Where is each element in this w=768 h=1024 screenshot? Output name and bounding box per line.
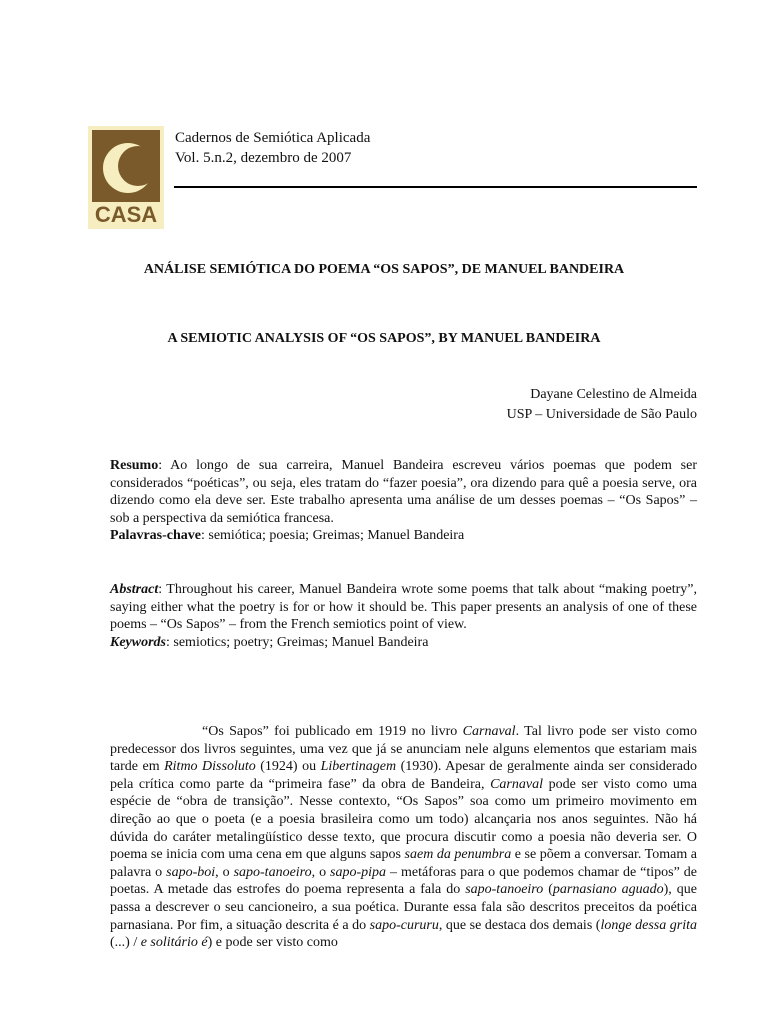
palavras-chave-label: Palavras-chave [110,528,201,544]
body-italic-run: sapo-cururu [369,917,439,933]
body-italic-run: sapo-pipa [330,864,387,880]
casa-logo-mark [88,126,164,229]
body-text-run: (1924) ou [255,759,321,775]
abstract-text: : Throughout his career, Manuel Bandeira wrote some poems that talk about “making poetry”, saying either what the poetry is for or how it should be. This paper presents an analysis of one of these poems – “Os Sapos” – from the French semiotics point of view. [110,582,697,633]
title-english: A SEMIOTIC ANALYSIS OF “OS SAPOS”, BY MANUEL BANDEIRA [167,331,601,346]
body-paragraph [110,723,697,952]
body-italic-run: Carnaval [490,776,543,792]
casa-logo [88,126,164,229]
body-italic-run: saem da penumbra [404,847,512,863]
body-text-run: , que se destaca dos demais ( [438,917,601,933]
body-text-run: e se põem a conversar. Tomam a palavra o [110,847,697,880]
body-italic-run: e solitário é [140,935,208,951]
body-text-run: ), que passa a descrever o seu cancioneiro, a sua poética. Durante essa fala são descritos preceitos da poética parnasiana. Por fim, a situação descrita é a do [110,882,697,933]
body-italic-run: Libertinagem [320,759,397,775]
palavras-chave-line [110,527,697,545]
body-text-run: , o [215,864,234,880]
palavras-chave-text: : semiótica; poesia; Greimas; Manuel Bandeira [200,528,465,544]
body-text-run: ( [543,882,553,898]
resumo-section [110,457,697,545]
keywords-text: : semiotics; poetry; Greimas; Manuel Bandeira [166,634,429,650]
body-text-run: , o [311,864,331,880]
header-rule [174,186,697,188]
abstract-paragraph [110,581,697,634]
resumo-text: : Ao longo de sua carreira, Manuel Bandeira escreveu vários poemas que podem ser considerados “poéticas”, ou seja, eles tratam do “fazer poesia”, ora dizendo para quê a poesia serve, ora dizendo como ela deve ser. Este trabalho apresenta uma análise de um desses poemas – “Os Sapos” – sob a perspectiva da semiótica francesa. [110,458,697,526]
body-text-run: . Tal livro pode ser visto como predecessor dos livros seguintes, uma vez que já se anunciam nele alguns elementos que estariam mais tarde em [110,724,697,775]
author-affiliation: USP – Universidade de São Paulo [506,407,697,422]
author-block [507,385,697,425]
body-text-run: (...) / [110,935,141,951]
title-portuguese: ANÁLISE SEMIÓTICA DO POEMA “OS SAPOS”, DE MANUEL BANDEIRA [143,262,625,277]
journal-name: Cadernos de Semiótica Aplicada [175,130,371,146]
body-italic-run: sapo-tanoeiro [465,882,544,898]
body-text-run: (1930). Apesar de geralmente ainda ser considerado pela crítica como parte da “primeira fase” da obra de Bandeira, [110,759,698,792]
body-text-run: pode ser visto como uma espécie de “obra de transição”. Nesse contexto, “Os Sapos” soa como um primeiro movimento em direção ao que o poeta (e a poesia brasileira como um todo) alcançaria nos anos seguintes. Não há dúvida do caráter metalingüístico desse texto, que procura discutir como a poesia não deveria ser. O poema se inicia com uma cena em que alguns sapos [110,776,697,863]
logo-text: CASA [94,202,158,227]
resumo-label: Resumo [110,458,159,473]
keywords-line [110,634,697,652]
abstract-label: Abstract [110,582,159,597]
keywords-label: Keywords [110,634,166,650]
author-name: Dayane Celestino de Almeida [530,387,697,402]
body-italic-run: sapo-boi [166,864,216,880]
body-text-run: ) e pode ser visto como [207,935,338,951]
body-italic-run: sapo-tanoeiro [233,864,312,880]
resumo-paragraph [110,457,697,527]
body-text-run: – metáforas para o que podemos chamar de “tipos” de poetas. A metade das estrofes do poema representa a fala do [110,864,698,898]
journal-header [175,128,370,168]
body-italic-run: longe dessa grita [600,917,697,933]
body-italic-run: parnasiano aguado [552,882,664,898]
journal-volume: Vol. 5.n.2, dezembro de 2007 [175,150,352,166]
body-italic-run: Carnaval [462,724,516,739]
body-italic-run: Ritmo Dissoluto [164,759,256,775]
body-text-run: “Os Sapos” foi publicado em 1919 no livro [202,724,463,739]
abstract-section [110,581,697,651]
